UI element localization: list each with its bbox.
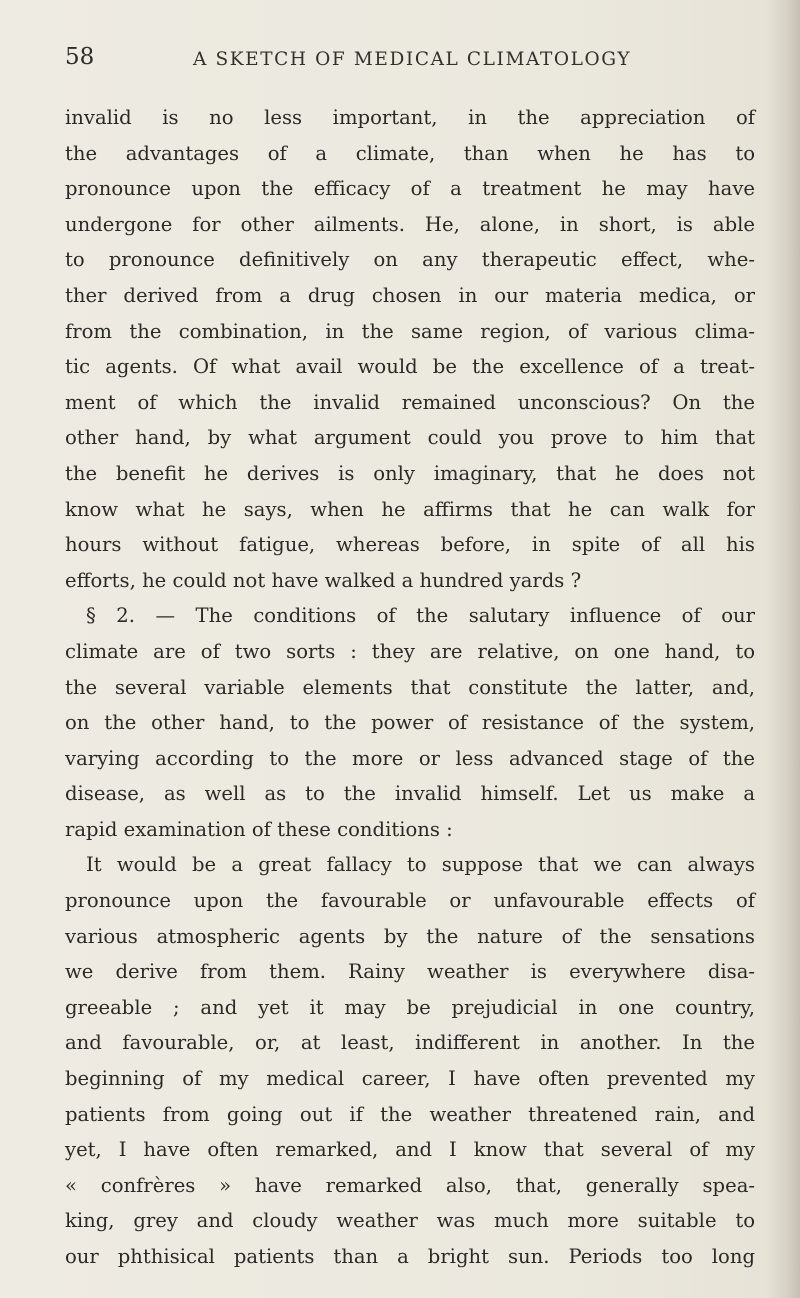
text-line: invalid is no less important, in the appreciation of [65,106,755,129]
text-line: other hand, by what argument could you prove to him that [65,426,755,450]
page-edge-shadow [766,0,800,1298]
text-line: patients from going out if the weather threatened rain, and [65,1102,755,1126]
text-line: varying according to the more or less advanced stage of the [65,746,755,770]
text-line: « confrères » have remarked also, that, generally spea- [65,1173,755,1197]
section-heading-line: § 2. — The conditions of the salutary influence of our [86,604,755,628]
text-line: efforts, he could not have walked a hundred yards ? [65,568,582,592]
text-line: various atmospheric agents by the nature of the sensations [65,924,755,948]
text-line: we derive from them. Rainy weather is everywhere disa- [65,960,755,984]
text-line: king, grey and cloudy weather was much more suitable to [65,1209,755,1233]
body-text [65,100,755,1275]
text-line: the advantages of a climate, than when he has to [65,141,755,165]
text-line: disease, as well as to the invalid himself. Let us make a [65,782,755,806]
text-line: undergone for other ailments. He, alone, in short, is able [65,212,755,236]
text-line: rapid examination of these conditions : [65,817,453,841]
text-line: the several variable elements that constitute the latter, and, [65,675,755,699]
text-line: know what he says, when he affirms that he can walk for [65,497,755,521]
text-line: ther derived from a drug chosen in our materia medica, or [65,283,755,307]
text-line: pronounce upon the efficacy of a treatment he may have [65,177,755,201]
text-line: from the combination, in the same region, of various clima- [65,319,755,343]
text-line: our phthisical patients than a bright sun. Periods too long [65,1245,755,1268]
text-line: and favourable, or, at least, indifferent in another. In the [65,1031,755,1055]
text-line: beginning of my medical career, I have often prevented my [65,1067,755,1091]
text-line: to pronounce definitively on any therapeutic effect, whe- [65,248,755,272]
text-line: tic agents. Of what avail would be the excellence of a treat- [65,355,755,379]
running-title: A SKETCH OF MEDICAL CLIMATOLOGY [193,49,632,70]
text-line: on the other hand, to the power of resistance of the system, [65,711,755,735]
page-number: 58 [65,44,95,70]
text-line: hours without fatigue, whereas before, in spite of all his [65,533,755,557]
text-line: climate are of two sorts : they are relative, on one hand, to [65,639,755,663]
text-line: pronounce upon the favourable or unfavourable effects of [65,889,755,913]
text-line: the benefit he derives is only imaginary, that he does not [65,461,755,485]
page-header [65,42,745,82]
text-line: greeable ; and yet it may be prejudicial in one country, [65,995,755,1019]
paragraph-start-line: It would be a great fallacy to suppose that we can always [86,853,755,877]
text-line: yet, I have often remarked, and I know that several of my [65,1138,755,1162]
text-line: ment of which the invalid remained unconscious? On the [65,390,755,414]
